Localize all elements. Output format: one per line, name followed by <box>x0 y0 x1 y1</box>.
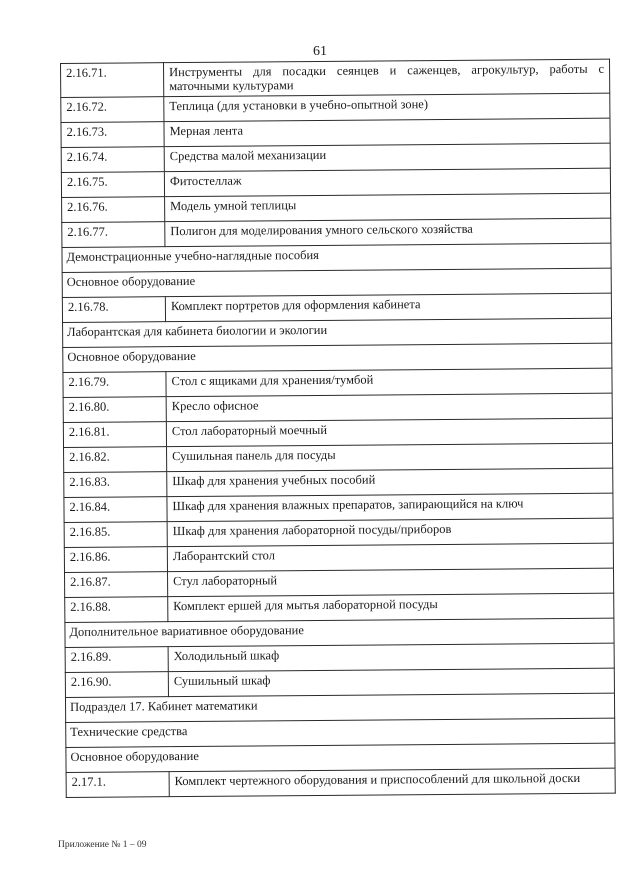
item-name: Шкаф для хранения влажных препаратов, запирающийся на ключ <box>167 493 613 522</box>
section-heading: Дополнительное вариативное оборудование <box>65 618 614 647</box>
item-number: 2.16.73. <box>61 122 164 148</box>
table-row <box>66 768 615 797</box>
item-name: Стол с ящиками для хранения/тумбой <box>166 368 612 397</box>
item-number: 2.16.75. <box>61 172 164 198</box>
item-name: Шкаф для хранения учебных пособий <box>167 468 613 497</box>
item-name: Средства малой механизации <box>164 143 610 172</box>
item-name: Сушильный шкаф <box>168 668 614 697</box>
item-name: Модель умной теплицы <box>165 193 611 222</box>
item-name: Инструменты для посадки сеянцев и саженцев, агрокультур, работы с маточными культурами <box>164 59 610 97</box>
section-heading: Демонстрационные учебно-наглядные пособия <box>62 243 611 272</box>
item-number: 2.16.78. <box>62 297 165 323</box>
item-name: Комплект чертежного оборудования и приспособлений для школьной доски <box>169 768 615 797</box>
item-name: Шкаф для хранения лабораторной посуды/приборов <box>167 518 613 547</box>
section-heading: Основное оборудование <box>63 343 612 372</box>
item-name: Холодильный шкаф <box>168 643 614 672</box>
item-number: 2.17.1. <box>66 772 169 798</box>
item-name: Комплект портретов для оформления кабинета <box>165 293 611 322</box>
item-number: 2.16.76. <box>62 197 165 223</box>
equipment-table <box>60 59 616 798</box>
item-number: 2.16.80. <box>63 397 166 423</box>
item-number: 2.16.72. <box>61 97 164 123</box>
section-heading: Лаборантская для кабинета биологии и экологии <box>63 318 612 347</box>
item-name: Стул лабораторный <box>167 568 613 597</box>
item-number: 2.16.90. <box>65 672 168 698</box>
item-number: 2.16.88. <box>65 597 168 623</box>
item-number: 2.16.87. <box>65 572 168 598</box>
item-number: 2.16.82. <box>64 447 167 473</box>
table-row <box>61 59 610 97</box>
item-number: 2.16.84. <box>64 497 167 523</box>
page-number: 61 <box>313 44 327 59</box>
section-heading: Основное оборудование <box>62 268 611 297</box>
equipment-table-body <box>61 59 616 797</box>
footer-note: Приложение № 1 – 09 <box>58 840 147 850</box>
item-number: 2.16.74. <box>61 147 164 173</box>
item-number: 2.16.86. <box>64 547 167 573</box>
item-name: Полигон для моделирования умного сельского хозяйства <box>165 218 611 247</box>
item-number: 2.16.85. <box>64 522 167 548</box>
item-name: Кресло офисное <box>166 393 612 422</box>
item-name: Лаборантский стол <box>167 543 613 572</box>
item-name: Сушильная панель для посуды <box>167 443 613 472</box>
section-heading: Подраздел 17. Кабинет математики <box>65 693 614 722</box>
item-number: 2.16.83. <box>64 472 167 498</box>
item-name: Мерная лента <box>164 118 610 147</box>
item-number: 2.16.79. <box>63 372 166 398</box>
item-number: 2.16.71. <box>61 63 164 98</box>
item-name: Фитостеллаж <box>164 168 610 197</box>
item-name: Комплект ершей для мытья лабораторной посуды <box>168 593 614 622</box>
section-heading: Технические средства <box>66 718 615 747</box>
item-name: Стол лабораторный моечный <box>166 418 612 447</box>
item-name: Теплица (для установки в учебно-опытной зоне) <box>164 93 610 122</box>
item-number: 2.16.81. <box>63 422 166 448</box>
item-number: 2.16.89. <box>65 647 168 673</box>
section-heading: Основное оборудование <box>66 743 615 772</box>
item-number: 2.16.77. <box>62 222 165 248</box>
